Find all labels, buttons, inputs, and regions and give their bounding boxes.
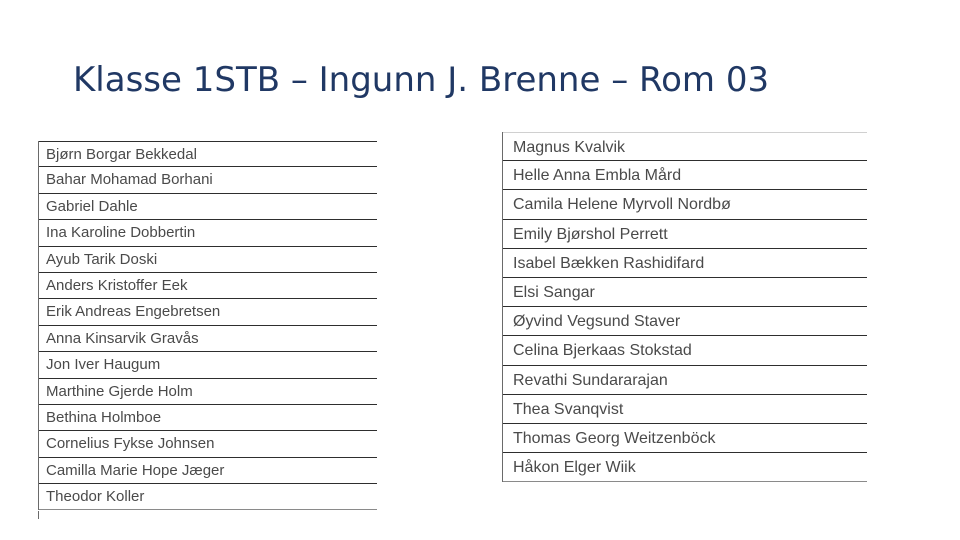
student-name: Thea Svanqvist	[503, 395, 867, 424]
student-name: Gabriel Dahle	[39, 194, 377, 220]
student-name: Bahar Mohamad Borhani	[39, 167, 377, 193]
student-name: Camila Helene Myrvoll Nordbø	[503, 190, 867, 219]
student-name: Erik Andreas Engebretsen	[39, 299, 377, 325]
student-list-right	[502, 132, 867, 482]
student-name: Isabel Bækken Rashidifard	[503, 249, 867, 278]
student-name: Magnus Kvalvik	[503, 132, 867, 161]
student-name: Cornelius Fykse Johnsen	[39, 431, 377, 457]
student-name: Bethina Holmboe	[39, 405, 377, 431]
student-name: Ina Karoline Dobbertin	[39, 220, 377, 246]
slide-title: Klasse 1STB – Ingunn J. Brenne – Rom 03	[73, 60, 770, 100]
list-border-tail	[38, 511, 39, 519]
student-name: Elsi Sangar	[503, 278, 867, 307]
student-name: Ayub Tarik Doski	[39, 247, 377, 273]
student-name: Camilla Marie Hope Jæger	[39, 458, 377, 484]
student-name: Anders Kristoffer Eek	[39, 273, 377, 299]
student-name: Celina Bjerkaas Stokstad	[503, 336, 867, 365]
student-name: Theodor Koller	[39, 484, 377, 510]
student-name: Marthine Gjerde Holm	[39, 379, 377, 405]
student-name: Helle Anna Embla Mård	[503, 161, 867, 190]
student-name: Thomas Georg Weitzenböck	[503, 424, 867, 453]
student-name: Revathi Sundararajan	[503, 366, 867, 395]
student-name: Emily Bjørshol Perrett	[503, 220, 867, 249]
student-name: Håkon Elger Wiik	[503, 453, 867, 482]
student-name: Anna Kinsarvik Gravås	[39, 326, 377, 352]
student-name: Øyvind Vegsund Staver	[503, 307, 867, 336]
student-list-left	[38, 141, 377, 510]
student-name: Jon Iver Haugum	[39, 352, 377, 378]
student-name: Bjørn Borgar Bekkedal	[39, 141, 377, 167]
